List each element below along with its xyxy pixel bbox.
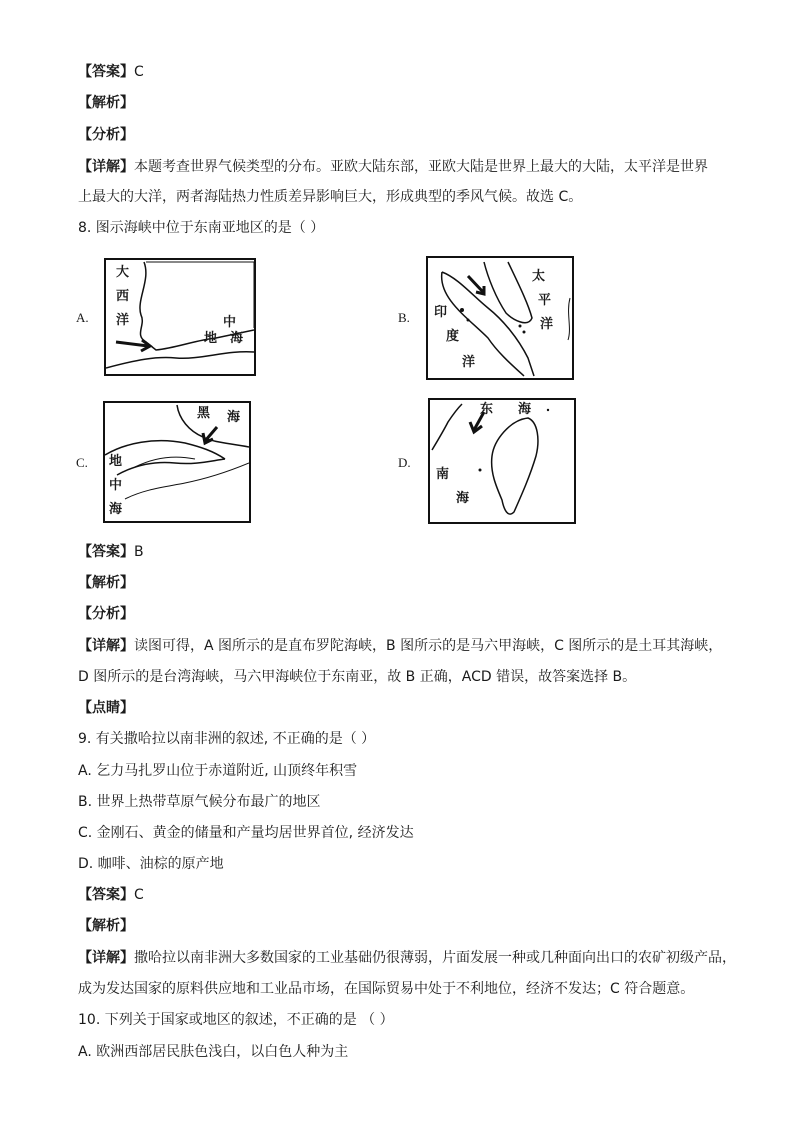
label-hai-east: 海	[518, 402, 532, 417]
answer-value: C	[134, 887, 144, 903]
answer-tag: 【答案】	[78, 887, 134, 903]
label-di: 地	[204, 331, 218, 346]
label-zhong: 中	[223, 315, 237, 330]
label-dong: 东	[480, 402, 494, 417]
q9-option-c: C. 金刚石、黄金的储量和产量均居世界首位, 经济发达	[78, 825, 414, 841]
q8-dianjing-tag: 【点睛】	[78, 700, 134, 716]
q7-analysis-tag: 【解析】	[78, 95, 134, 111]
q9-option-a: A. 乞力马扎罗山位于赤道附近, 山顶终年积雪	[78, 763, 358, 779]
detail-tag: 【详解】	[78, 638, 134, 654]
q8-fenxi-tag: 【分析】	[78, 606, 134, 622]
detail-text: 读图可得，A 图所示的是直布罗陀海峡，B 图所示的是马六甲海峡，C 图所示的是土耳其海峡，	[134, 638, 723, 654]
q9-analysis-tag: 【解析】	[78, 918, 134, 934]
q9-detail-line1	[78, 949, 736, 967]
label-yang: 洋	[116, 313, 130, 328]
q9-option-d: D. 咖啡、油棕的原产地	[78, 856, 224, 872]
q7-detail-line1	[78, 158, 708, 176]
label-yin: 印	[434, 305, 448, 320]
q8-detail-line1	[78, 637, 722, 655]
label-hai-med: 海	[109, 502, 123, 517]
q8-stem: 8. 图示海峡中位于东南亚地区的是（ ）	[78, 220, 325, 236]
detail-text: 撒哈拉以南非洲大多数国家的工业基础仍很薄弱，片面发展一种或几种面向出口的农矿初级产品，	[134, 950, 736, 966]
label-hai-south: 海	[456, 491, 470, 506]
q9-answer	[78, 886, 144, 904]
q8-option-d-letter: D.	[398, 455, 411, 470]
label-nan: 南	[436, 467, 450, 482]
label-di-med: 地	[109, 454, 123, 469]
answer-tag: 【答案】	[78, 544, 134, 560]
label-hai-black: 海	[227, 410, 241, 425]
detail-tag: 【详解】	[78, 950, 134, 966]
label-xi: 西	[116, 289, 130, 304]
label-yang-indian: 洋	[462, 355, 476, 370]
q8-detail-line2: D 图所示的是台湾海峡，马六甲海峡位于东南亚，故 B 正确，ACD 错误，故答案选择 B。	[78, 669, 637, 685]
q8-option-a-letter: A.	[76, 310, 89, 325]
detail-tag: 【详解】	[78, 159, 134, 175]
q7-fenxi-tag: 【分析】	[78, 127, 134, 143]
q10-stem: 10. 下列关于国家或地区的叙述，不正确的是 （ ）	[78, 1012, 394, 1028]
q7-answer	[78, 63, 144, 81]
q8-answer	[78, 543, 144, 561]
q8-map-a	[104, 258, 256, 376]
detail-text: 本题考查世界气候类型的分布。亚欧大陆东部，亚欧大陆是世界上最大的大陆，太平洋是世界	[134, 159, 708, 175]
q9-option-b: B. 世界上热带草原气候分布最广的地区	[78, 794, 321, 810]
label-du: 度	[446, 329, 460, 344]
q8-map-b	[426, 256, 574, 380]
map-d-drawing	[430, 400, 574, 522]
label-hai: 海	[230, 331, 244, 346]
label-yang-pacific: 洋	[540, 317, 554, 332]
answer-value: B	[134, 544, 144, 560]
label-zhong-med: 中	[109, 478, 123, 493]
q9-detail-line2: 成为发达国家的原料供应地和工业品市场，在国际贸易中处于不利地位，经济不发达；C 符合题意。	[78, 981, 695, 997]
q8-map-c	[103, 401, 251, 523]
label-hei: 黑	[197, 406, 211, 421]
q8-map-d	[428, 398, 576, 524]
answer-value: C	[134, 64, 144, 80]
label-ping: 平	[538, 293, 552, 308]
q10-option-a: A. 欧洲西部居民肤色浅白，以白色人种为主	[78, 1044, 349, 1060]
q8-analysis-tag: 【解析】	[78, 575, 134, 591]
label-tai: 太	[532, 269, 546, 284]
label-da: 大	[116, 265, 130, 280]
answer-tag: 【答案】	[78, 64, 134, 80]
q8-option-b-letter: B.	[398, 310, 410, 325]
q9-stem: 9. 有关撒哈拉以南非洲的叙述, 不正确的是（ ）	[78, 731, 376, 747]
q7-detail-line2: 上最大的大洋，两者海陆热力性质差异影响巨大，形成典型的季风气候。故选 C。	[78, 189, 583, 205]
q8-option-c-letter: C.	[76, 455, 88, 470]
